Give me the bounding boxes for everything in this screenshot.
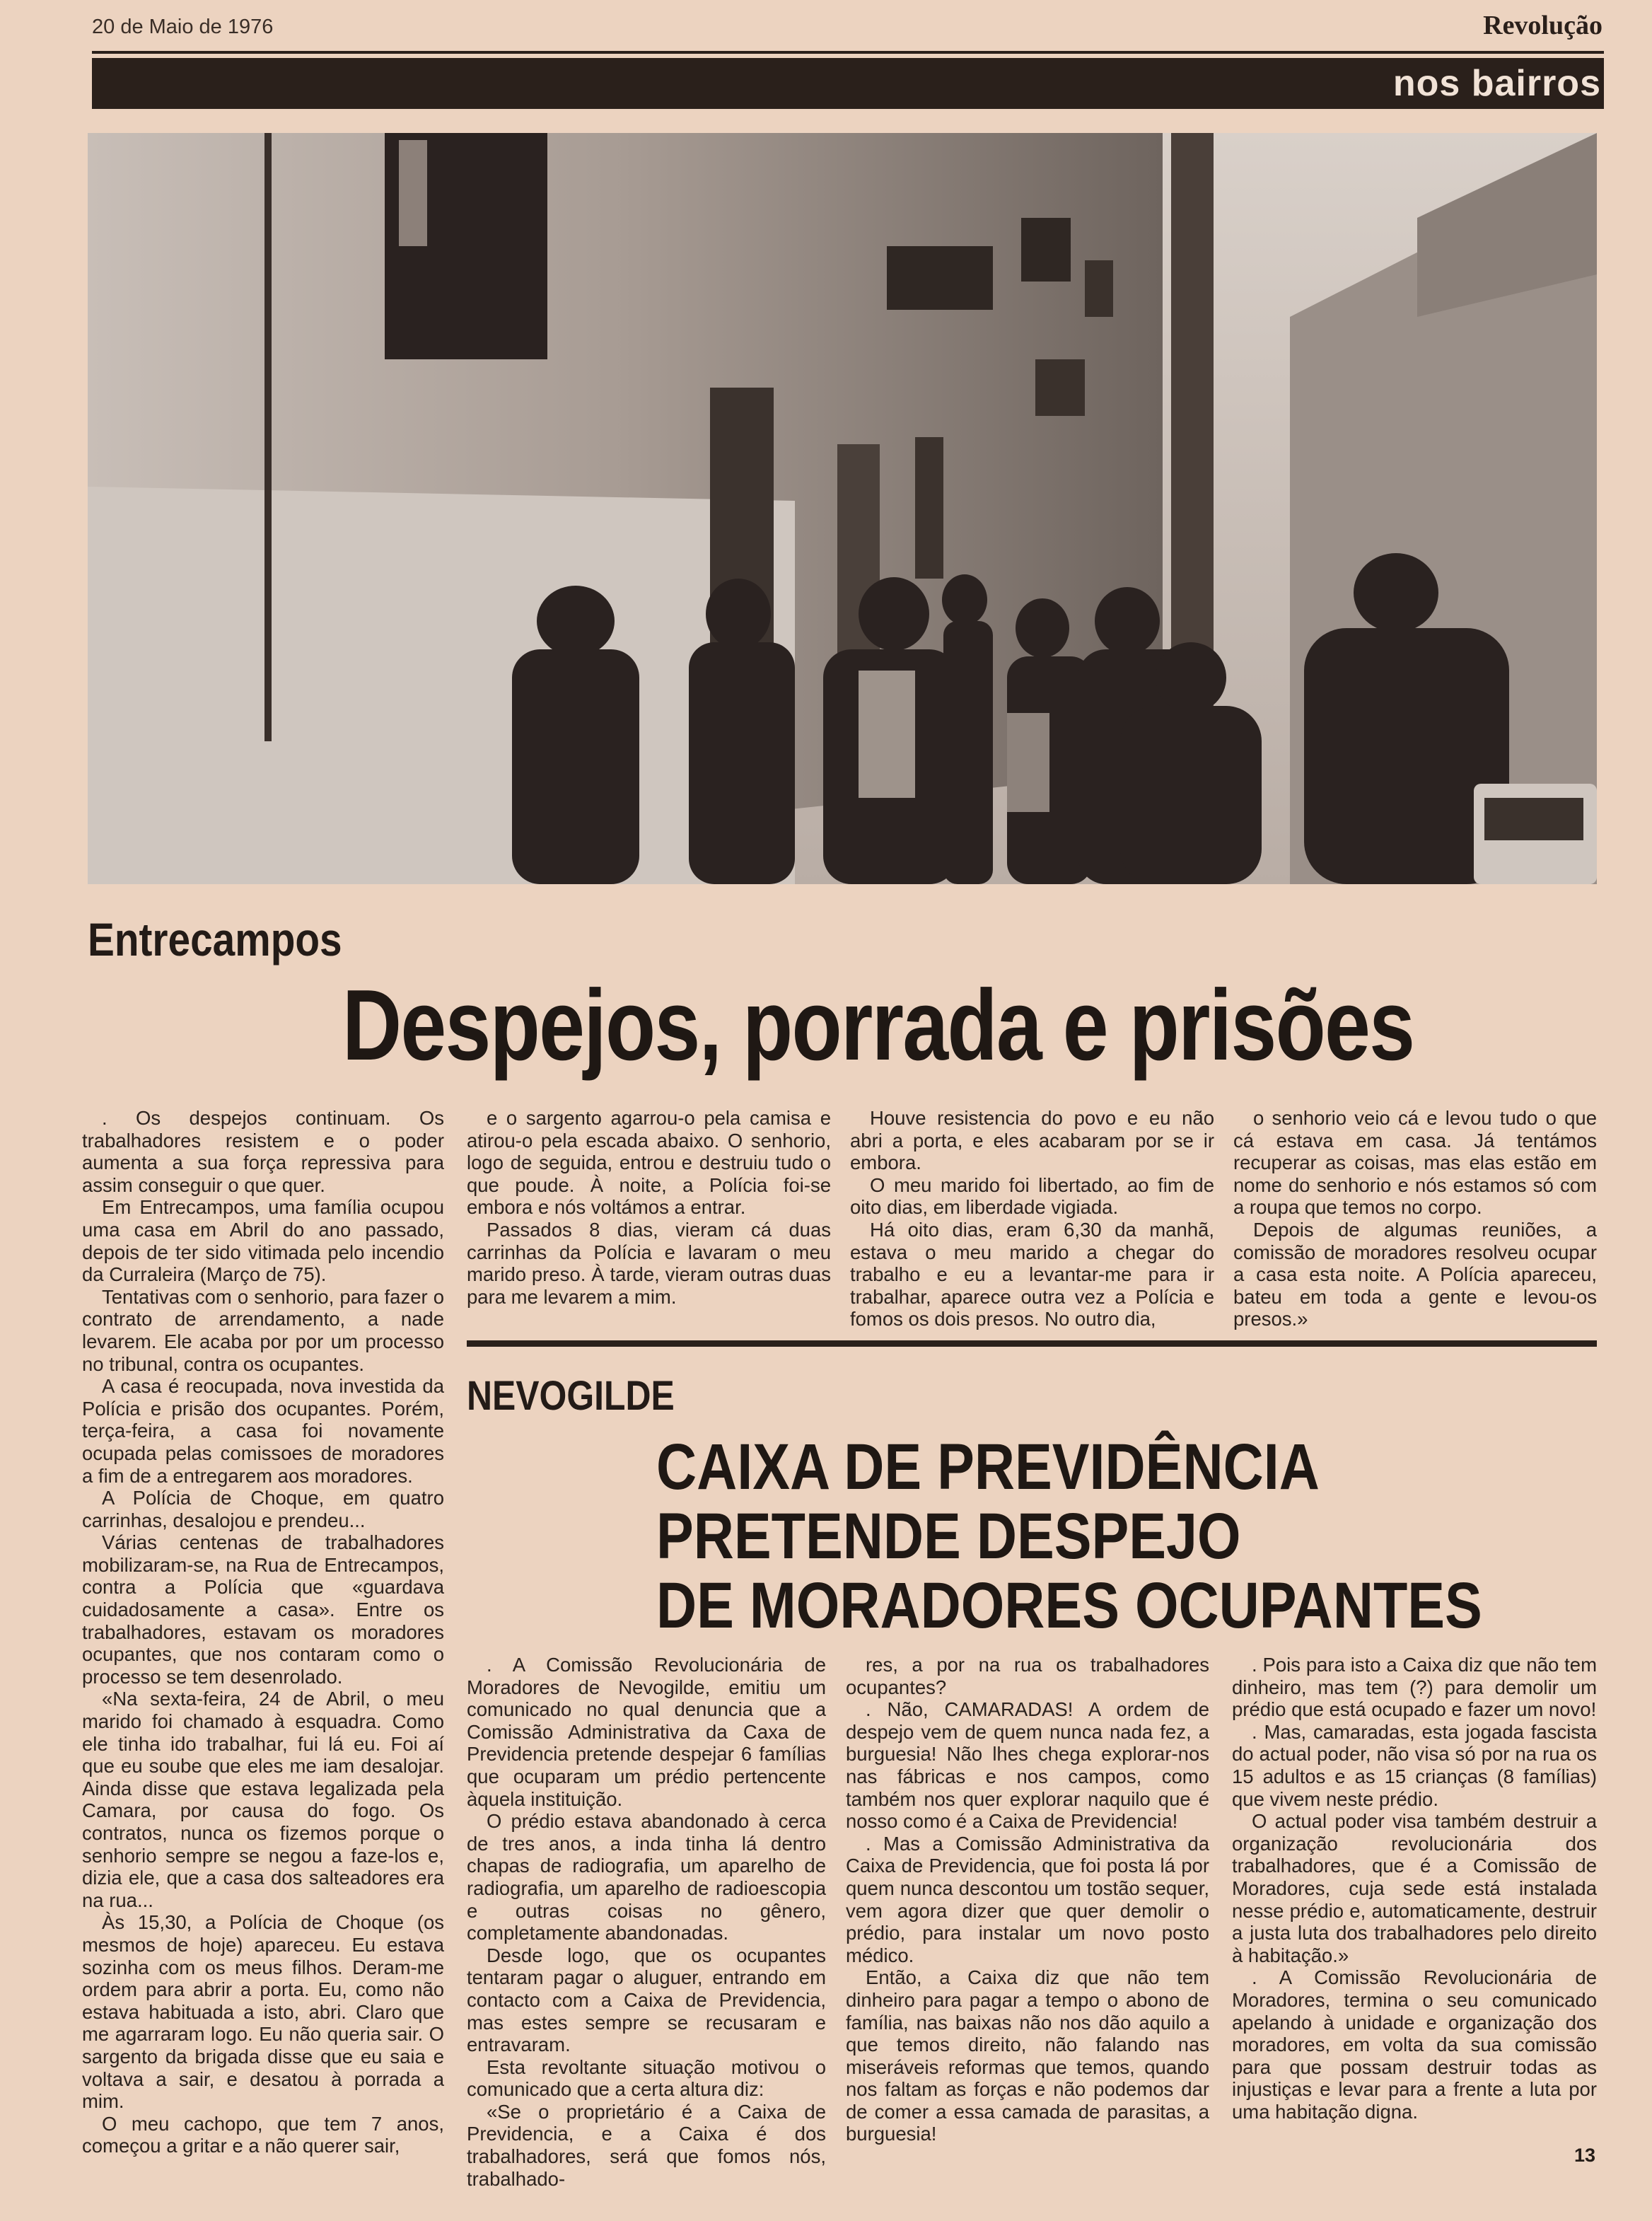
article-headline — [656, 1432, 1482, 1640]
paragraph: . A Comissão Revolucionária de Moradores de Nevogilde, emitiu um comunicado no qual denuncia que a Comissão Administrativa da Caxa de Previdencia pretende despejar 6 famílias que ocuparam um prédio pertencente àquela instituição. — [467, 1654, 826, 1810]
paragraph: o senhorio veio cá e levou tudo o que cá estava em casa. Já tentámos recuperar as coisas, mas elas estão em nome do senhorio e nós estamos só com a roupa que temos no corpo. — [1233, 1107, 1597, 1219]
article-headline: Despejos, porrada e prisões — [342, 969, 1414, 1081]
article-column — [82, 1107, 444, 2157]
paragraph: . Pois para isto a Caixa diz que não tem dinheiro, mas tem (?) para demolir um prédio que está ocupado e fazer um novo! — [1232, 1654, 1597, 1721]
paragraph: Há oito dias, eram 6,30 da manhã, estava o meu marido a chegar do trabalho e eu a levantar-me para ir trabalhar, aparece outra vez a Polícia e fomos os dois presos. No outro dia, — [850, 1218, 1214, 1330]
section-band — [92, 58, 1604, 109]
paragraph: O prédio estava abandonado à cerca de tres anos, a inda tinha lá dentro chapas de radiografia, um aparelho de radiografia, um aparelho de radioescopia e outras coisas no gênero, completamente abandonadas. — [467, 1810, 826, 1944]
article-column — [467, 1654, 826, 2190]
paragraph: Às 15,30, a Polícia de Choque (os mesmos de hoje) apareceu. Eu estava sozinha com os meus filhos. Deram-me ordem para abrir a porta. Eu, como não estava habituada a isto, abri. Claro que me agarraram logo. Eu não queria sair. O sargento da brigada disse que eu saia e voltava a sair, e desatou à porrada a mim. — [82, 1911, 444, 2113]
issue-date: 20 de Maio de 1976 — [92, 16, 274, 38]
page-number: 13 — [1574, 2145, 1595, 2166]
headline-line: CAIXA DE PREVIDÊNCIA — [656, 1431, 1320, 1503]
paragraph: Então, a Caixa diz que não tem dinheiro para pagar a tempo o abono de família, nas baixas não nos dão aquilo a que temos direito, não falando nas miseráveis reformas que temos, quando nos faltam as forças e não podemos dar de comer a essa camada de parasitas, a burguesia! — [846, 1966, 1209, 2145]
paragraph: O meu cachopo, que tem 7 anos, começou a gritar e a não querer sair, — [82, 2112, 444, 2157]
paragraph: A casa é reocupada, nova investida da Polícia e prisão dos ocupantes. Porém, terça-feira, a casa foi novamente ocupada pelas comissoes de moradores a fim de a entregarem aos moradores. — [82, 1375, 444, 1487]
headline-line: DE MORADORES OCUPANTES — [656, 1570, 1482, 1642]
article-column — [850, 1107, 1214, 1330]
paragraph: «Na sexta-feira, 24 de Abril, o meu marido foi chamado à esquadra. Como ele tinha ido trabalhar, fui lá eu. Foi aí que eu soube que eles me iam desalojar. Ainda disse que estava legalizada pela Camara, por causa do fogo. Os contratos, nunca os fizemos porque o senhorio sempre se negou a faze-los e, dizia ele, que a casa dos salteadores era na rua... — [82, 1688, 444, 1911]
street-photo — [88, 133, 1597, 884]
paragraph: . Mas a Comissão Administrativa da Caixa de Previdencia, que foi posta lá por quem nunca descontou um tostão sequer, vem agora dizer que quer demolir o prédio, para instalar um novo posto médico. — [846, 1832, 1209, 1966]
paragraph: . A Comissão Revolucionária de Moradores, termina o seu comunicado apelando à unidade e organização dos moradores, em volta da sua comissão para que possam destruir todas as injustiças e levar para a frente a luta por uma habitação digna. — [1232, 1966, 1597, 2123]
paragraph: Esta revoltante situação motivou o comunicado que a certa altura diz: — [467, 2055, 826, 2101]
paragraph: Depois de algumas reuniões, a comissão de moradores resolveu ocupar a casa esta noite. A Polícia apareceu, bateu em toda a gente e levou-os presos.» — [1233, 1218, 1597, 1330]
header-rule — [92, 51, 1604, 54]
section-title: nos bairros — [1392, 63, 1601, 104]
paragraph: . Mas, camaradas, esta jogada fascista do actual poder, não visa só por na rua os 15 adultos e as 15 crianças (8 famílias) que vivem neste prédio. — [1232, 1720, 1597, 1810]
paragraph: Em Entrecampos, uma família ocupou uma casa em Abril do ano passado, depois de ter sido vitimada pelo incendio da Curraleira (Março de 75). — [82, 1196, 444, 1286]
paragraph: res, a por na rua os trabalhadores ocupantes? — [846, 1654, 1209, 1698]
masthead: Revolução — [1483, 11, 1602, 40]
paragraph: Passados 8 dias, vieram cá duas carrinhas da Polícia e lavaram o meu marido preso. À tarde, vieram outras duas para me levarem a mim. — [467, 1218, 831, 1308]
headline-line: PRETENDE DESPEJO — [656, 1500, 1241, 1572]
paragraph: «Se o proprietário é a Caixa de Previdencia, e a Caixa é dos trabalhadores, será que fomos nós, trabalhado- — [467, 2100, 826, 2190]
paragraph: O actual poder visa também destruir a organização revolucionária dos trabalhadores, que é a Comissão de Moradores, cuja sede está instalada nesse prédio e, automaticamente, destruir a justa luta dos trabalhadores pelo direito à habitação.» — [1232, 1810, 1597, 1966]
article-kicker: NEVOGILDE — [467, 1373, 675, 1419]
paragraph: Tentativas com o senhorio, para fazer o contrato de arrendamento, a nade levarem. Ele acaba por por um processo no tribunal, contra os ocupantes. — [82, 1285, 444, 1375]
paragraph: O meu marido foi libertado, ao fim de oito dias, em liberdade vigiada. — [850, 1173, 1214, 1219]
paragraph: Várias centenas de trabalhadores mobilizaram-se, na Rua de Entrecampos, contra a Polícia que «guardava cuidadosamente a casa». Entre os trabalhadores, estavam os moradores ocupantes, que nos contaram como o processo se tem desenrolado. — [82, 1531, 444, 1688]
paragraph: Desde logo, que os ocupantes tentaram pagar o aluguer, entrando em contacto com a Caixa de Previdencia, mas estes sempre se recusaram e entravaram. — [467, 1944, 826, 2056]
article-column — [846, 1654, 1209, 2145]
paragraph: A Polícia de Choque, em quatro carrinhas, desalojou e prendeu... — [82, 1487, 444, 1531]
article-column — [467, 1107, 831, 1308]
paragraph: . Não, CAMARADAS! A ordem de despejo vem de quem nunca nada fez, a burguesia! Não lhes chega explorar-nos nas fábricas e nos campos, como também nos quer explorar naquilo que é nosso como é a Caixa de Previdencia! — [846, 1698, 1209, 1833]
article-kicker: Entrecampos — [88, 913, 342, 965]
paragraph: . Os despejos continuam. Os trabalhadores resistem e o poder aumenta a sua força repressiva para assim conseguir o que quer. — [82, 1107, 444, 1196]
article-column — [1233, 1107, 1597, 1330]
paragraph: e o sargento agarrou-o pela camisa e atirou-o pela escada abaixo. O senhorio, logo de seguida, entrou e destruiu tudo o que poude. À noite, a Polícia foi-se embora e nós voltámos a entrar. — [467, 1107, 831, 1219]
article-divider — [467, 1340, 1597, 1347]
paragraph: Houve resistencia do povo e eu não abri a porta, e eles acabaram por se ir embora. — [850, 1107, 1214, 1174]
article-column — [1232, 1654, 1597, 2123]
